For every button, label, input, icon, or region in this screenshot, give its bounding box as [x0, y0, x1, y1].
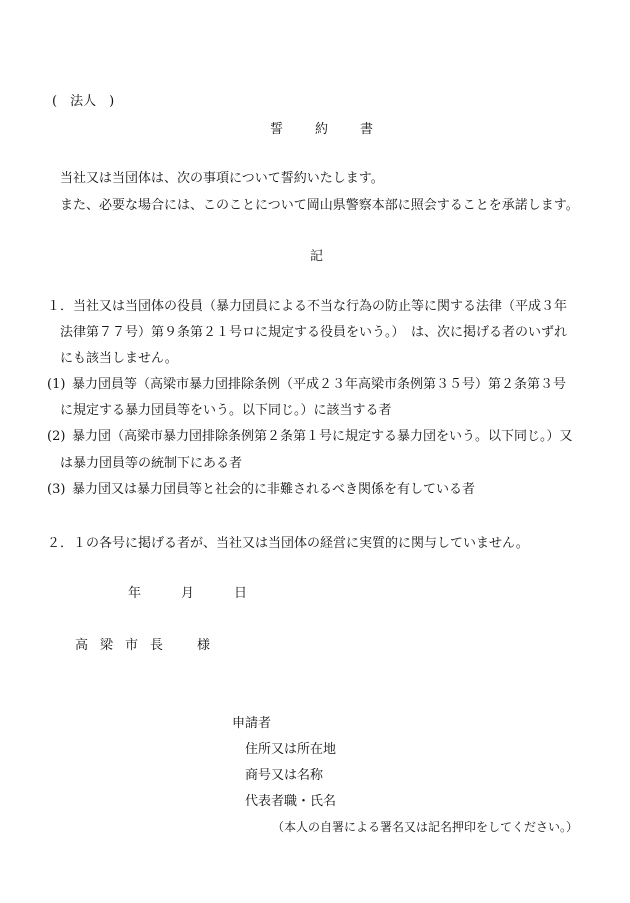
addressee-char: 市 [125, 638, 139, 653]
addressee-char: 高 [75, 638, 89, 653]
subitem-marker: (1) [47, 377, 66, 392]
intro-line: 当社又は当団体は、次の事項について誓約いたします。 [60, 171, 384, 186]
applicant-representative: 代表者職・氏名 [245, 794, 337, 809]
addressee-char: 梁 [100, 638, 114, 653]
subitem-line: 暴力団又は暴力団員等と社会的に非難されるべき関係を有している者 [72, 482, 476, 497]
title-char: 書 [360, 122, 374, 137]
title-char: 約 [315, 122, 329, 137]
item1-line: １．当社又は当団体の役員（暴力団員による不当な行為の防止等に関する法律（平成３年 [47, 299, 568, 314]
subitem-line: は暴力団員等の統制下にある者 [60, 456, 243, 471]
subitem-marker: (3) [47, 482, 66, 497]
signature-note: （本人の自署による署名又は記名押印をしてください。） [272, 820, 579, 834]
applicant-name: 商号又は名称 [245, 768, 324, 783]
item1-line: にも該当しません。 [60, 351, 178, 366]
subitem-line: に規定する暴力団員等をいう。以下同じ。）に該当する者 [60, 403, 392, 418]
addressee-char: 長 [150, 638, 164, 653]
date-day: 日 [234, 586, 248, 601]
title-char: 誓 [270, 122, 284, 137]
addressee-honorific: 様 [197, 638, 211, 653]
date-month: 月 [181, 586, 195, 601]
applicant-address: 住所又は所在地 [245, 742, 337, 757]
ki-heading: 記 [310, 249, 324, 264]
intro-line: また、必要な場合には、このことについて岡山県警察本部に照会することを承諾します。 [60, 198, 579, 213]
applicant-label: 申請者 [232, 716, 272, 731]
subitem-line: 暴力団員等（高梁市暴力団排除条例（平成２３年高梁市条例第３５号）第２条第３号 [72, 377, 567, 392]
subitem-line: 暴力団（高梁市暴力団排除条例第２条第１号に規定する暴力団をいう。以下同じ。）又 [72, 429, 573, 444]
subitem-marker: (2) [47, 429, 66, 444]
item2-line: ２．１の各号に掲げる者が、当社又は当団体の経営に実質的に関与していません。 [47, 536, 529, 551]
date-year: 年 [128, 586, 142, 601]
item1-line: 法律第７７号）第９条第２１号ロに規定する役員をいう。） は、次に掲げる者のいずれ [60, 325, 568, 340]
header-category: ( 法人 ) [52, 94, 115, 109]
